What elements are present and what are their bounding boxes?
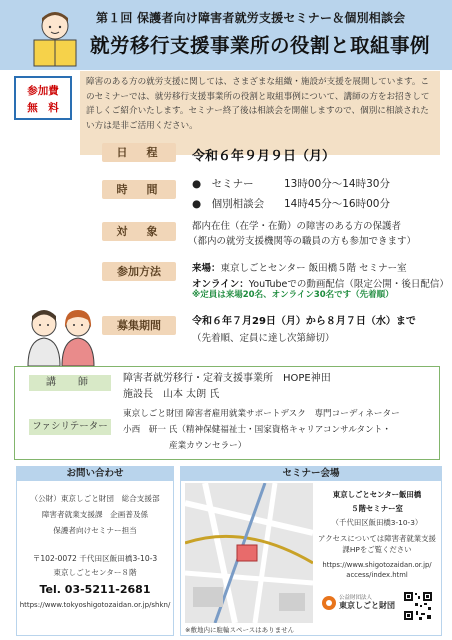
target-line-1: 都内在住（在学・在勤）の障害のある方の保護者 [192,221,402,232]
logo-subtext: 公益財団法人 [339,595,373,601]
recruit-label: 募集期間 [102,316,176,335]
seminar-subtitle: 第１回 保護者向け障害者就労支援セミナー＆個別相談会 [96,11,406,25]
consult-time-name: ● 個別相談会 [192,198,265,210]
method-label: 参加方法 [102,262,176,281]
method-venue-key: 来場： [192,263,221,274]
method-venue-text: 東京しごとセンター 飯田橋５階 セミナー室 [220,263,407,274]
time-label: 時 間 [102,180,176,199]
recruit-note: （先着順、定員に達し次第締切） [192,333,335,344]
contact-url-link[interactable]: https://www.tokyoshigotozaidan.or.jp/shkn/ [19,601,171,609]
logo-name: 東京しごと財団 [339,601,395,610]
contact-building: 東京しごとセンター８階 [53,568,137,577]
venue-url-line-1[interactable]: https://www.shigotozaidan.or.jp/ [322,561,432,569]
venue-heading: セミナー会場 [181,467,441,481]
contact-phone: Tel. 03-5211-2681 [39,583,151,596]
method-online-text: YouTubeでの動画配信（限定公開・後日配信） [248,279,449,290]
fee-free: 無 料 [27,102,59,114]
recruit-value: 令和６年７月29日（月）から８月７日（水）まで [192,316,416,327]
contact-address: 〒102-0072 千代田区飯田橋3-10-3 [32,554,158,563]
venue-access-note: アクセスについては障害者就業支援課HPをご覧ください [318,534,436,554]
venue-url-line-2[interactable]: access/index.html [346,571,408,579]
map-parking-note: ※敷地内に駐輪スペースはありません [185,626,295,634]
contact-panel [16,466,174,636]
venue-address: （千代田区飯田橋3-10-3） [331,518,423,527]
consult-time: 14時45分～16時00分 [284,198,390,210]
lecturer-org: 障害者就労移行・定着支援事業所 HOPE神田 [123,373,331,384]
date-label: 日 程 [102,143,176,162]
venue-name-2: ５階セミナー室 [351,504,403,513]
contact-heading: お問い合わせ [17,467,173,481]
speakers-panel [14,366,440,460]
capacity-note: ※定員は来場20名、オンライン30名です（先着順） [192,290,394,300]
contact-org-2: 障害者就業支援課 企画普及係 [41,510,149,519]
parents-illustration-icon [18,306,102,366]
target-label: 対 象 [102,222,176,241]
lecturer-name: 施設長 山本 太朗 氏 [123,389,220,400]
facilitator-org: 東京しごと財団 障害者雇用就業サポートデスク 専門コーディネーター [123,409,400,419]
facilitator-label: ファシリテーター [29,419,111,435]
method-online-key: オンライン： [192,279,249,290]
foundation-logo-icon [321,595,337,611]
person-reading-icon [28,6,82,72]
venue-map-icon [185,483,313,623]
venue-panel [180,466,442,636]
facilitator-qualification: 産業カウンセラー） [169,441,247,451]
intro-text: 障害のある方の就労支援に関しては、さまざまな組織・施設が支援を展開しています。このセミナーでは、就労移行支援事業所の役割と取組事例について、講師の方をお招きして詳しくご紹介いたします。セミナー終了後は相談会を開催しますので、個別に相談されたい方は是非ご活用ください。 [86,77,430,131]
contact-org-3: 保護者向けセミナー担当 [53,526,137,535]
date-value: 令和６年９月９日（月） [192,149,336,164]
seminar-time-name: ● セミナー [192,178,254,190]
seminar-time: 13時00分～14時30分 [284,178,390,190]
facilitator-name: 小西 研一 氏（精神保健福祉士・国家資格キャリアコンサルタント・ [123,425,391,435]
target-line-2: （都内の就労支援機関等の職員の方も参加できます） [188,236,417,247]
contact-org-1: （公財）東京しごと財団 総合支援部 [30,494,160,503]
lecturer-label: 講 師 [29,375,111,391]
qr-code-icon[interactable] [403,591,433,621]
fee-label: 参加費 [27,85,59,97]
page-title: 就労移行支援事業所の役割と取組事例 [90,34,431,57]
free-admission-badge [14,76,72,120]
venue-name-1: 東京しごとセンター飯田橋 [332,490,422,499]
